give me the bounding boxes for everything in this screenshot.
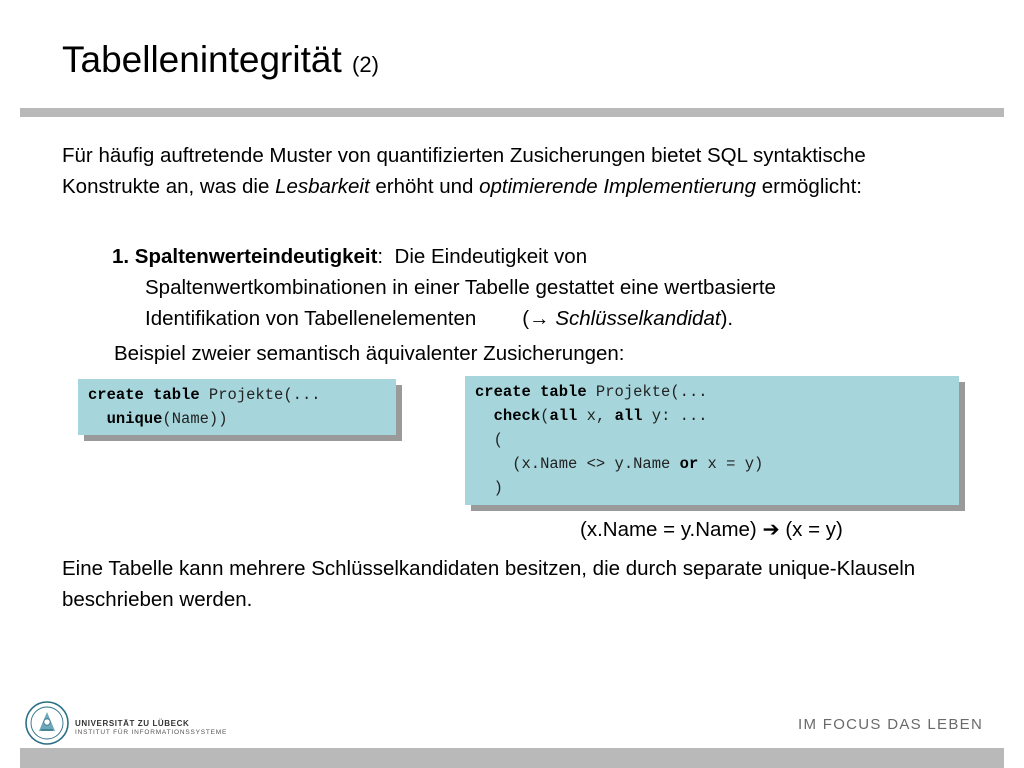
item-arrow-open: (→ [522, 307, 556, 330]
intro-emphasis-lesbarkeit: Lesbarkeit [275, 175, 370, 198]
closing-paragraph: Eine Tabelle kann mehrere Schlüsselkandidaten besitzen, die durch separate unique-Klauseln beschrieben werden. [62, 557, 916, 611]
code2-keyword-or: or [679, 455, 699, 473]
code2-line1-rest: Projekte(... [586, 383, 708, 401]
code1-line2-rest: (Name)) [162, 410, 228, 428]
item-line-2 [112, 272, 972, 303]
code2-line4-pre: (x.Name <> y.Name [475, 455, 680, 473]
code2-keyword-all-y: all [614, 407, 643, 425]
intro-emphasis-implementierung: optimierende Implementierung [479, 175, 757, 198]
item-line-1 [112, 241, 972, 272]
code2-paren: ( [540, 407, 550, 425]
code2-keyword-all-x: all [549, 407, 578, 425]
university-seal-icon [24, 700, 70, 751]
intro-text-2: erhöht und [369, 175, 480, 198]
code-box-check [465, 376, 959, 505]
code2-line3: ( [475, 431, 503, 449]
code2-keyword-create-table: create table [475, 383, 587, 401]
code2-var-x: x, [577, 407, 615, 425]
item-emphasis-schluesselkandidat: Schlüsselkandidat [555, 307, 721, 330]
code2-line4-rest: x = y) [698, 455, 764, 473]
institute-name: INSTITUT FÜR INFORMATIONSSYSTEME [75, 729, 228, 736]
code1-keyword-unique: unique [106, 410, 163, 428]
example-intro: Beispiel zweier semantisch äquivalenter Zusicherungen: [114, 342, 625, 365]
intro-text-1: Für häufig auftretende Muster von quantifizierten Zusicherungen bietet SQL syntaktische Konstrukte an, was die [62, 144, 866, 198]
code1-line1-rest: Projekte(... [199, 386, 321, 404]
title-suffix: (2) [352, 52, 379, 77]
title-divider [20, 108, 1004, 117]
implication-formula: (x.Name = y.Name) ➔ (x = y) [580, 518, 843, 541]
slide-title [62, 38, 379, 87]
item-line-3 [112, 303, 972, 334]
intro-paragraph [62, 140, 962, 202]
item-text-a: Die Eindeutigkeit von [383, 245, 588, 268]
item-text-b: Spaltenwertkombinationen in einer Tabelle gestattet eine wertbasierte [145, 276, 776, 299]
footer-bar [20, 748, 1004, 768]
item-label: 1. Spaltenwerteindeutigkeit [112, 245, 378, 268]
code2-indent [475, 407, 494, 425]
code2-line2-rest: y: ... [642, 407, 708, 425]
item-text-c: Identifikation von Tabellenelementen [145, 307, 477, 330]
code1-indent [88, 410, 107, 428]
code2-keyword-check: check [493, 407, 541, 425]
code-box-unique [78, 379, 396, 435]
code2-line5: ) [475, 479, 503, 497]
slogan: IM FOCUS DAS LEBEN [798, 716, 984, 733]
title-text: Tabellenintegrität [62, 39, 342, 80]
code1-keyword-create-table: create table [88, 386, 200, 404]
item-colon: : [377, 245, 384, 268]
intro-text-3: ermöglicht: [756, 175, 862, 198]
item-spaltenwerteindeutigkeit [112, 241, 972, 334]
item-paren-close: ). [720, 307, 734, 330]
university-name: UNIVERSITÄT ZU LÜBECK [75, 719, 190, 728]
